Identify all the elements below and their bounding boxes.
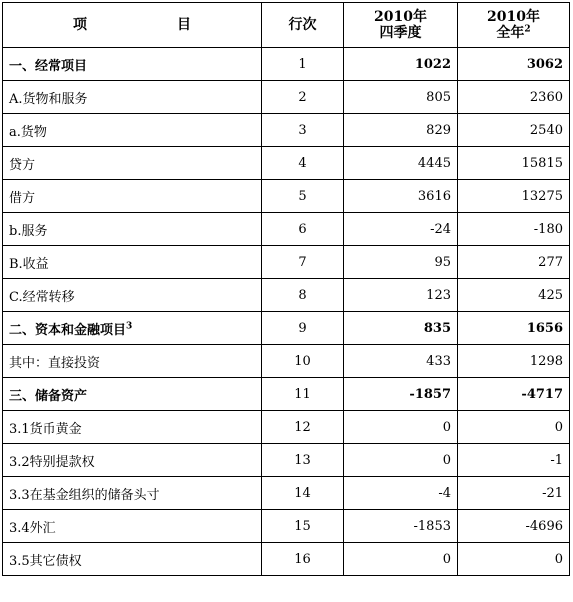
row-q4-value: 1022 (344, 48, 458, 81)
header-item (3, 3, 262, 48)
row-item-label: 3.5其它债权 (9, 553, 82, 569)
row-item-label: 其中：直接投资 (9, 355, 101, 371)
row-item-label: A.货物和服务 (9, 91, 88, 107)
row-q4-value: 3616 (344, 180, 458, 213)
row-item-label: 3.4外汇 (9, 520, 56, 536)
table-row (3, 180, 570, 213)
row-number-cell: 14 (262, 477, 344, 510)
row-item-cell (3, 246, 262, 279)
row-number-cell: 1 (262, 48, 344, 81)
header-item-right: 目 (177, 17, 191, 33)
row-item-label: 三、储备资产 (9, 388, 88, 404)
row-item-label: 贷方 (9, 157, 36, 173)
table-row (3, 246, 570, 279)
header-q4-line1: 2010年 (374, 9, 427, 25)
row-item-label: a.货物 (9, 124, 47, 140)
row-item-cell (3, 543, 262, 576)
row-q4-value: 0 (344, 444, 458, 477)
row-year-value: 1656 (458, 312, 570, 345)
row-number-cell: 5 (262, 180, 344, 213)
row-number-cell: 13 (262, 444, 344, 477)
row-q4-value: 0 (344, 411, 458, 444)
row-year-value: -4696 (458, 510, 570, 543)
row-item-label: C.经常转移 (9, 289, 75, 305)
header-year-line2-wrap (464, 25, 563, 41)
row-q4-value: 805 (344, 81, 458, 114)
row-year-value: 0 (458, 411, 570, 444)
row-year-value: 0 (458, 543, 570, 576)
row-q4-value: -1857 (344, 378, 458, 411)
header-row (3, 3, 570, 48)
table-row (3, 114, 570, 147)
header-item-left: 项 (73, 17, 87, 33)
table-row (3, 279, 570, 312)
row-item-cell (3, 510, 262, 543)
row-number-cell: 3 (262, 114, 344, 147)
row-number-cell: 12 (262, 411, 344, 444)
row-item-label: B.收益 (9, 256, 49, 272)
row-item-cell (3, 312, 262, 345)
row-item-label: 3.2特别提款权 (9, 454, 95, 470)
row-year-value: 3062 (458, 48, 570, 81)
row-item-label: 3.3在基金组织的储备头寸 (9, 487, 160, 503)
table-row (3, 48, 570, 81)
row-year-value: 2540 (458, 114, 570, 147)
row-year-value: 1298 (458, 345, 570, 378)
row-number-cell: 10 (262, 345, 344, 378)
table-row (3, 510, 570, 543)
row-number-cell: 2 (262, 81, 344, 114)
table-header (3, 3, 570, 48)
row-year-value: 13275 (458, 180, 570, 213)
table-body (3, 48, 570, 576)
row-item-label: b.服务 (9, 223, 48, 239)
row-number-cell: 7 (262, 246, 344, 279)
row-item-cell (3, 477, 262, 510)
row-q4-value: 95 (344, 246, 458, 279)
table-row (3, 378, 570, 411)
row-item-cell (3, 213, 262, 246)
table-row (3, 444, 570, 477)
row-year-value: 2360 (458, 81, 570, 114)
row-q4-value: -1853 (344, 510, 458, 543)
row-item-cell (3, 147, 262, 180)
row-number-cell: 15 (262, 510, 344, 543)
row-item-cell (3, 378, 262, 411)
row-q4-value: -4 (344, 477, 458, 510)
row-year-value: 15815 (458, 147, 570, 180)
row-number-cell: 9 (262, 312, 344, 345)
header-year (458, 3, 570, 48)
row-item-cell (3, 444, 262, 477)
row-q4-value: 0 (344, 543, 458, 576)
row-item-footnote: 3 (126, 321, 133, 332)
table-row (3, 147, 570, 180)
row-year-value: -180 (458, 213, 570, 246)
row-year-value: 425 (458, 279, 570, 312)
row-q4-value: 835 (344, 312, 458, 345)
row-item-label: 一、经常项目 (9, 58, 88, 74)
row-number-cell: 16 (262, 543, 344, 576)
table-row (3, 81, 570, 114)
table-row (3, 411, 570, 444)
table-row (3, 477, 570, 510)
row-q4-value: 4445 (344, 147, 458, 180)
row-year-value: -21 (458, 477, 570, 510)
row-item-cell (3, 114, 262, 147)
row-item-cell (3, 345, 262, 378)
row-year-value: -1 (458, 444, 570, 477)
row-item-cell (3, 180, 262, 213)
row-number-cell: 8 (262, 279, 344, 312)
table-row (3, 213, 570, 246)
table-row (3, 543, 570, 576)
row-item-label: 二、资本和金融项目 (9, 322, 127, 338)
row-item-cell (3, 81, 262, 114)
row-q4-value: 433 (344, 345, 458, 378)
row-item-label: 借方 (9, 190, 36, 206)
table-row (3, 345, 570, 378)
balance-of-payments-table (2, 2, 570, 576)
row-item-cell (3, 279, 262, 312)
row-year-value: 277 (458, 246, 570, 279)
row-item-cell (3, 48, 262, 81)
row-number-cell: 4 (262, 147, 344, 180)
header-year-line1: 2010年 (487, 9, 540, 25)
row-year-value: -4717 (458, 378, 570, 411)
row-item-label: 3.1货币黄金 (9, 421, 82, 437)
row-number-cell: 11 (262, 378, 344, 411)
row-q4-value: 829 (344, 114, 458, 147)
header-q4 (344, 3, 458, 48)
header-q4-line2: 四季度 (379, 25, 422, 41)
header-year-footnote: 2 (524, 24, 531, 35)
header-row-number: 行次 (262, 3, 344, 48)
row-item-cell (3, 411, 262, 444)
table-row (3, 312, 570, 345)
row-number-cell: 6 (262, 213, 344, 246)
row-q4-value: -24 (344, 213, 458, 246)
header-year-line2: 全年 (496, 25, 525, 41)
row-q4-value: 123 (344, 279, 458, 312)
